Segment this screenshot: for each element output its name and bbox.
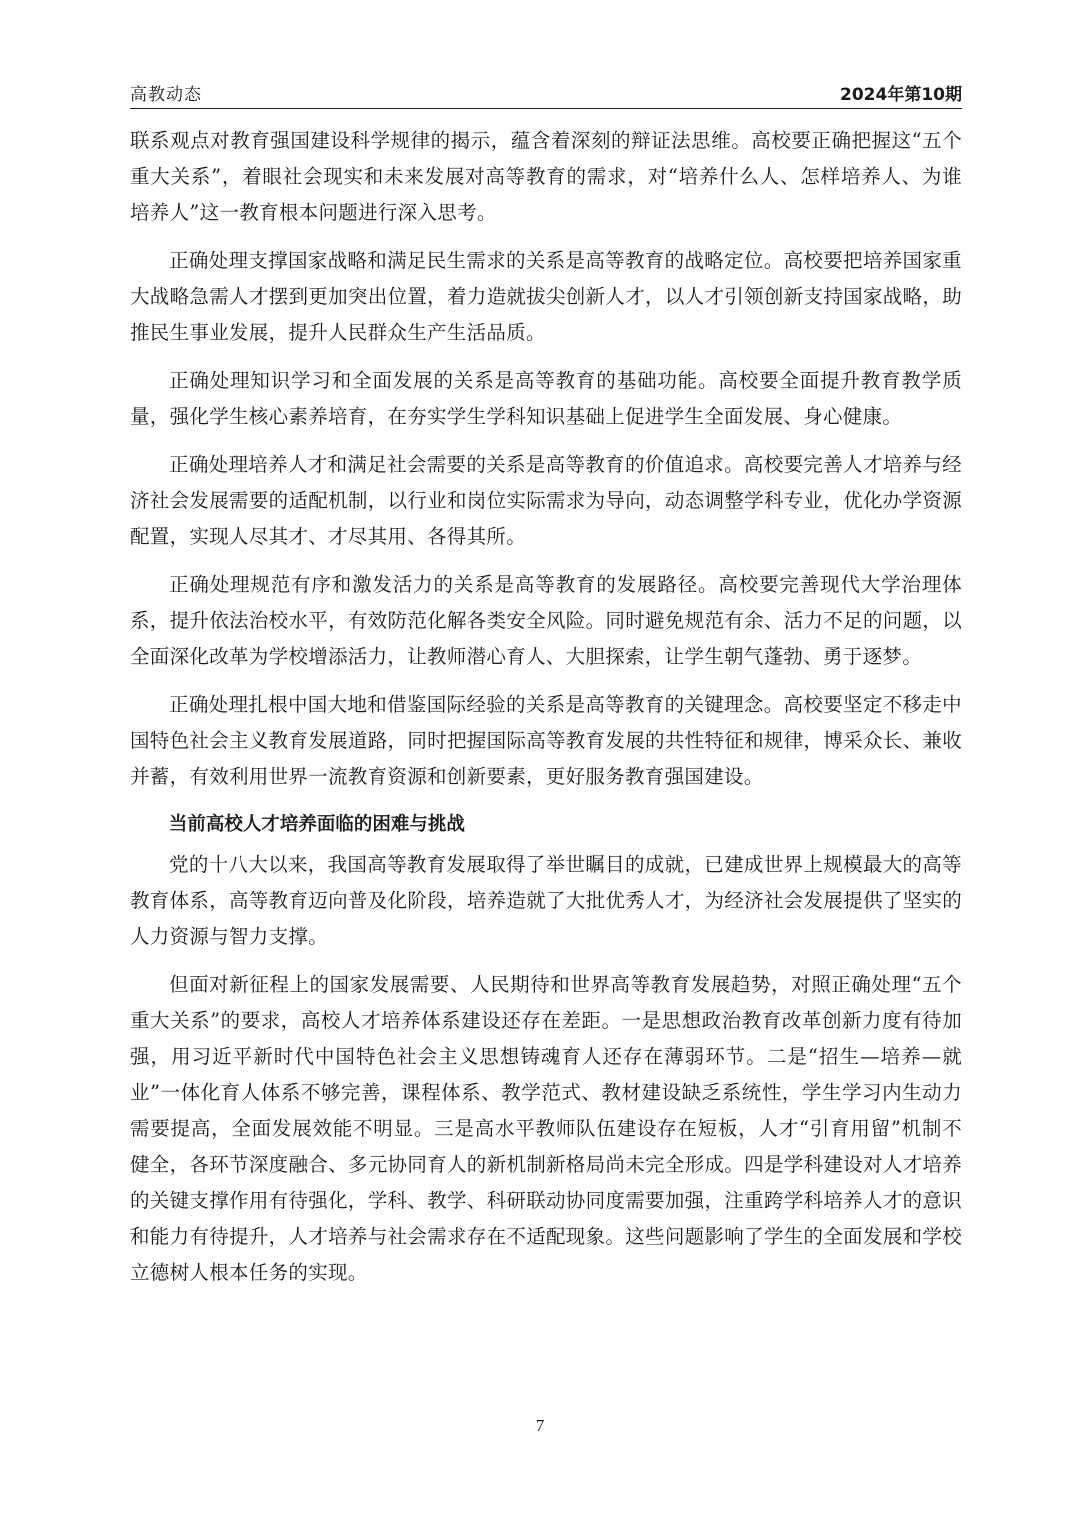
journal-name: 高教动态 bbox=[130, 85, 202, 105]
article-body bbox=[130, 123, 962, 1303]
issue-label: 2024年第10期 bbox=[840, 85, 962, 105]
paragraph: 党的十八大以来，我国高等教育发展取得了举世瞩目的成就，已建成世界上规模最大的高等教育体系，高等教育迈向普及化阶段，培养造就了大批优秀人才，为经济社会发展提供了坚实的人力资源与智力支撑。 bbox=[130, 853, 962, 948]
page-number: 7 bbox=[535, 1416, 545, 1435]
paragraph: 正确处理规范有序和激发活力的关系是高等教育的发展路径。高校要完善现代大学治理体系，提升依法治校水平，有效防范化解各类安全风险。同时避免规范有余、活力不足的问题，以全面深化改革为学校增添活力，让教师潜心育人、大胆探索，让学生朝气蓬勃、勇于逐梦。 bbox=[130, 573, 962, 668]
paragraph: 正确处理扎根中国大地和借鉴国际经验的关系是高等教育的关键理念。高校要坚定不移走中国特色社会主义教育发展道路，同时把握国际高等教育发展的共性特征和规律，博采众长、兼收并蓄，有效利用世界一流教育资源和创新要素，更好服务教育强国建设。 bbox=[130, 693, 962, 788]
paragraph: 正确处理培养人才和满足社会需要的关系是高等教育的价值追求。高校要完善人才培养与经济社会发展需要的适配机制，以行业和岗位实际需求为导向，动态调整学科专业，优化办学资源配置，实现人尽其才、才尽其用、各得其所。 bbox=[130, 453, 962, 548]
paragraph: 但面对新征程上的国家发展需要、人民期待和世界高等教育发展趋势，对照正确处理“五个重大关系”的要求，高校人才培养体系建设还存在差距。一是思想政治教育改革创新力度有待加强，用习近平新时代中国特色社会主义思想铸魂育人还存在薄弱环节。二是“招生—培养—就业”一体化育人体系不够完善，课程体系、教学范式、教材建设缺乏系统性，学生学习内生动力需要提高，全面发展效能不明显。三是高水平教师队伍建设存在短板，人才“引育用留”机制不健全，各环节深度融合、多元协同育人的新机制新格局尚未完全形成。四是学科建设对人才培养的关键支撑作用有待强化，学科、教学、科研联动协同度需要加强，注重跨学科培养人才的意识和能力有待提升，人才培养与社会需求存在不适配现象。这些问题影响了学生的全面发展和学校立德树人根本任务的实现。 bbox=[130, 973, 962, 1284]
paragraph: 正确处理支撑国家战略和满足民生需求的关系是高等教育的战略定位。高校要把培养国家重大战略急需人才摆到更加突出位置，着力造就拔尖创新人才，以人才引领创新支持国家战略，助推民生事业发展，提升人民群众生产生活品质。 bbox=[130, 249, 962, 344]
section-heading: 当前高校人才培养面临的困难与挑战 bbox=[168, 814, 465, 835]
page-header bbox=[130, 78, 962, 109]
paragraph: 联系观点对教育强国建设科学规律的揭示，蕴含着深刻的辩证法思维。高校要正确把握这“五个重大关系”，着眼社会现实和未来发展对高等教育的需求，对“培养什么人、怎样培养人、为谁培养人”这一教育根本问题进行深入思考。 bbox=[130, 129, 962, 224]
paragraph: 正确处理知识学习和全面发展的关系是高等教育的基础功能。高校要全面提升教育教学质量，强化学生核心素养培育，在夯实学生学科知识基础上促进学生全面发展、身心健康。 bbox=[130, 369, 962, 428]
